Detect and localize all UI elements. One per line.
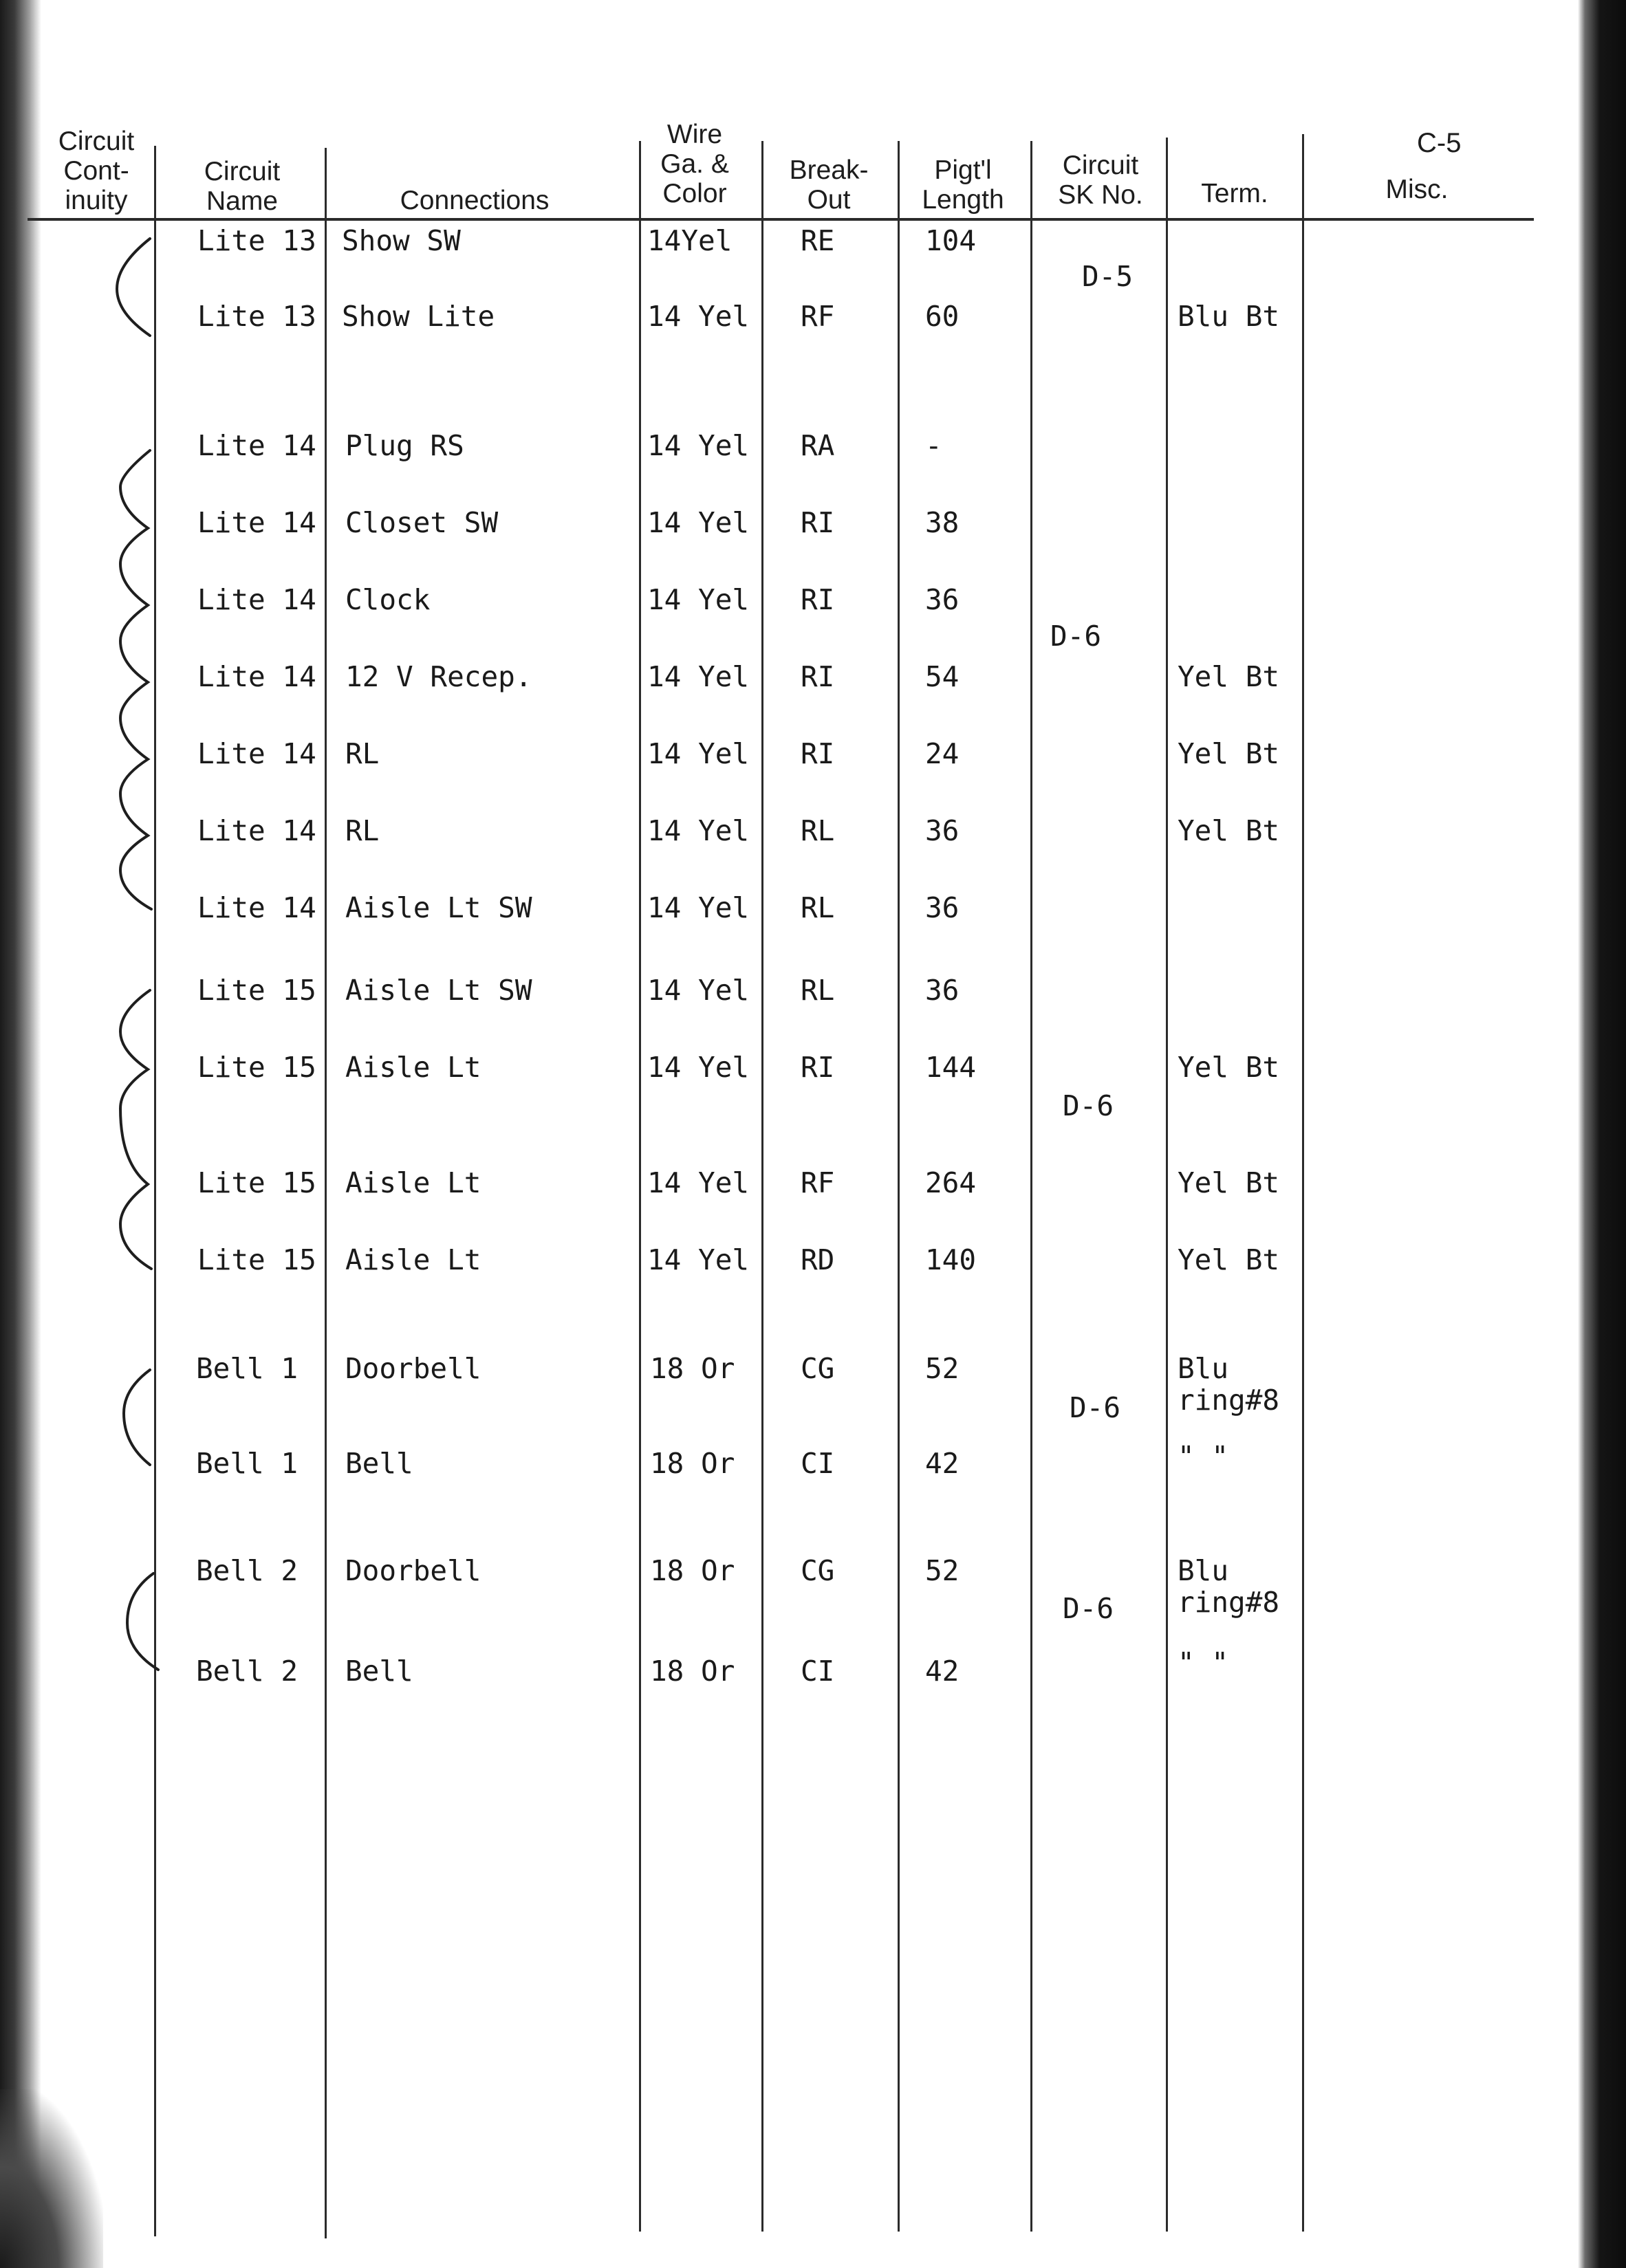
cell-connection: Plug RS: [345, 429, 464, 462]
cell-circuit-name: Lite 13: [197, 300, 316, 333]
cell-sk-no: D-6: [1063, 1089, 1114, 1122]
cell-wire: 14Yel: [647, 224, 733, 257]
cell-circuit-name: Lite 14: [197, 506, 316, 539]
cell-pigtail: 104: [925, 224, 977, 257]
cell-wire: 14 Yel: [647, 974, 750, 1007]
cell-breakout: RL: [801, 814, 835, 847]
cell-breakout: CG: [801, 1352, 835, 1385]
cell-wire: 18 Or: [650, 1554, 735, 1587]
cell-term: Yel Bt: [1178, 737, 1280, 770]
cell-wire: 18 Or: [650, 1352, 735, 1385]
cell-pigtail: 36: [925, 974, 960, 1007]
continuity-bracket: [120, 990, 151, 1269]
cell-connection: Doorbell: [345, 1352, 481, 1385]
cell-connection: Aisle Lt SW: [345, 891, 532, 924]
cell-wire: 14 Yel: [647, 814, 750, 847]
cell-wire: 14 Yel: [647, 891, 750, 924]
cell-wire: 14 Yel: [647, 429, 750, 462]
cell-pigtail: 36: [925, 583, 960, 616]
header-connections: Connections: [400, 186, 550, 215]
cell-wire: 14 Yel: [647, 1243, 750, 1276]
cell-wire: 18 Or: [650, 1655, 735, 1688]
page-label: C-5: [1417, 128, 1462, 158]
cell-circuit-name: Lite 14: [197, 814, 316, 847]
cell-term: " ": [1178, 1646, 1229, 1679]
cell-connection: Show SW: [342, 224, 461, 257]
cell-breakout: RI: [801, 1051, 835, 1084]
cell-breakout: RA: [801, 429, 835, 462]
header-circuit-continuity: Circuit Cont- inuity: [58, 127, 135, 215]
cell-breakout: RD: [801, 1243, 835, 1276]
cell-circuit-name: Lite 14: [197, 583, 316, 616]
header-wire-gauge-color: Wire Ga. & Color: [660, 120, 729, 208]
cell-pigtail: -: [925, 429, 942, 462]
cell-term: Blu ring#8: [1178, 1352, 1280, 1417]
cell-connection: Bell: [345, 1447, 413, 1480]
cell-circuit-name: Lite 14: [197, 891, 316, 924]
cell-sk-no: D-6: [1050, 620, 1102, 653]
cell-connection: Show Lite: [342, 300, 495, 333]
cell-pigtail: 52: [925, 1352, 960, 1385]
cell-wire: 14 Yel: [647, 300, 750, 333]
cell-circuit-name: Bell 2: [196, 1554, 299, 1587]
cell-connection: Aisle Lt: [345, 1051, 481, 1084]
cell-breakout: CG: [801, 1554, 835, 1587]
cell-connection: RL: [345, 814, 380, 847]
continuity-bracket: [127, 1573, 158, 1670]
cell-connection: Closet SW: [345, 506, 499, 539]
cell-wire: 14 Yel: [647, 506, 750, 539]
header-misc: Misc.: [1385, 175, 1449, 204]
cell-pigtail: 52: [925, 1554, 960, 1587]
header-circuit-sk-no: Circuit SK No.: [1058, 151, 1143, 210]
cell-pigtail: 140: [925, 1243, 977, 1276]
cell-pigtail: 144: [925, 1051, 977, 1084]
header-breakout: Break- Out: [789, 155, 869, 215]
cell-sk-no: D-6: [1070, 1391, 1121, 1424]
cell-connection: Aisle Lt: [345, 1166, 481, 1199]
cell-term: Yel Bt: [1178, 660, 1280, 693]
cell-connection: Doorbell: [345, 1554, 481, 1587]
cell-circuit-name: Bell 1: [196, 1447, 299, 1480]
cell-wire: 14 Yel: [647, 1166, 750, 1199]
cell-breakout: RE: [801, 224, 835, 257]
cell-circuit-name: Lite 15: [197, 1243, 316, 1276]
cell-circuit-name: Lite 14: [197, 737, 316, 770]
cell-wire: 14 Yel: [647, 737, 750, 770]
cell-pigtail: 54: [925, 660, 960, 693]
cell-connection: RL: [345, 737, 380, 770]
cell-breakout: CI: [801, 1655, 835, 1688]
header-pigtail-length: Pigt'l Length: [922, 155, 1004, 215]
cell-breakout: RI: [801, 660, 835, 693]
continuity-bracket: [117, 239, 150, 336]
cell-pigtail: 36: [925, 814, 960, 847]
cell-breakout: RL: [801, 974, 835, 1007]
cell-sk-no: D-6: [1063, 1592, 1114, 1625]
cell-pigtail: 38: [925, 506, 960, 539]
cell-pigtail: 60: [925, 300, 960, 333]
cell-term: " ": [1178, 1440, 1229, 1473]
cell-pigtail: 24: [925, 737, 960, 770]
cell-pigtail: 42: [925, 1655, 960, 1688]
cell-breakout: RL: [801, 891, 835, 924]
cell-pigtail: 264: [925, 1166, 977, 1199]
cell-circuit-name: Lite 15: [197, 1051, 316, 1084]
cell-term: Blu Bt: [1178, 300, 1280, 333]
cell-wire: 18 Or: [650, 1447, 735, 1480]
header-circuit-name: Circuit Name: [204, 157, 281, 216]
cell-term: Yel Bt: [1178, 1051, 1280, 1084]
cell-pigtail: 42: [925, 1447, 960, 1480]
continuity-bracket: [120, 450, 151, 909]
cell-term: Yel Bt: [1178, 1243, 1280, 1276]
cell-breakout: RI: [801, 506, 835, 539]
cell-circuit-name: Lite 14: [197, 660, 316, 693]
header-term: Term.: [1201, 179, 1268, 208]
cell-wire: 14 Yel: [647, 583, 750, 616]
cell-connection: Aisle Lt SW: [345, 974, 532, 1007]
cell-circuit-name: Lite 15: [197, 1166, 316, 1199]
cell-circuit-name: Lite 15: [197, 974, 316, 1007]
cell-breakout: RI: [801, 737, 835, 770]
cell-sk-no: D-5: [1082, 260, 1134, 293]
cell-breakout: RI: [801, 583, 835, 616]
cell-term: Blu ring#8: [1178, 1554, 1280, 1619]
cell-circuit-name: Bell 1: [196, 1352, 299, 1385]
cell-term: Yel Bt: [1178, 814, 1280, 847]
cell-breakout: CI: [801, 1447, 835, 1480]
cell-breakout: RF: [801, 1166, 835, 1199]
cell-connection: Bell: [345, 1655, 413, 1688]
cell-term: Yel Bt: [1178, 1166, 1280, 1199]
cell-wire: 14 Yel: [647, 660, 750, 693]
cell-circuit-name: Bell 2: [196, 1655, 299, 1688]
cell-pigtail: 36: [925, 891, 960, 924]
cell-connection: Clock: [345, 583, 431, 616]
cell-breakout: RF: [801, 300, 835, 333]
cell-connection: Aisle Lt: [345, 1243, 481, 1276]
cell-circuit-name: Lite 13: [197, 224, 316, 257]
continuity-bracket: [124, 1370, 150, 1465]
cell-wire: 14 Yel: [647, 1051, 750, 1084]
cell-circuit-name: Lite 14: [197, 429, 316, 462]
cell-connection: 12 V Recep.: [345, 660, 532, 693]
